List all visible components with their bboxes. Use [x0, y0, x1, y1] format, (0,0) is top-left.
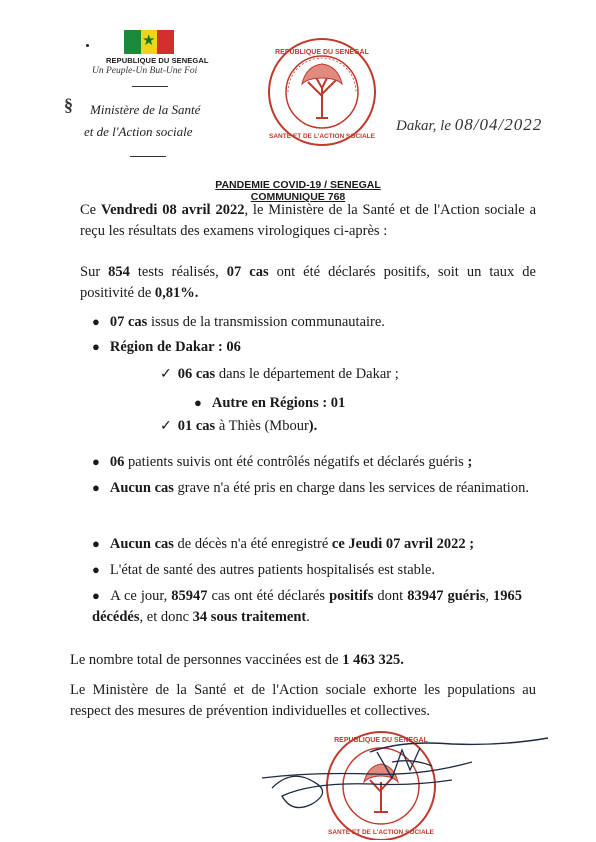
bullet-icon: ● [92, 339, 100, 354]
bullet-severe: ● Aucun cas grave n'a été pris en charge dans les services de réanimation. [92, 480, 529, 496]
national-motto: Un Peuple-Un But-Une Foi [92, 66, 198, 76]
bullet-stable: ● L'état de santé des autres patients hospitalisés est stable. [92, 562, 436, 578]
flag-stripe-green [124, 30, 141, 54]
ministry-name-line2: et de l'Action sociale [84, 124, 193, 139]
bullet-community: ● 07 cas issus de la transmission communautaire. [92, 314, 385, 330]
signature-icon [252, 722, 552, 822]
bullet-deaths: ● Aucun cas de décès n'a été enregistré ce Jeudi 07 avril 2022 ; [92, 536, 475, 552]
svg-text:REPUBLIQUE DU SENEGAL: REPUBLIQUE DU SENEGAL [334, 737, 428, 744]
svg-text:SANTE ET DE L'ACTION SOCIALE: SANTE ET DE L'ACTION SOCIALE [328, 829, 434, 836]
check-thies: ✓ 01 cas à Thiès (Mbour). [160, 418, 318, 434]
check-dakar-dept: ✓ 06 cas dans le département de Dakar ; [160, 366, 399, 382]
vaccinated-total: 1 463 325. [342, 652, 404, 668]
svg-text:SANTE ET DE L'ACTION SOCIALE: SANTE ET DE L'ACTION SOCIALE [269, 133, 375, 140]
bullet-dakar-region: ● Région de Dakar : 06 [92, 339, 241, 355]
senegal-flag [124, 30, 174, 54]
total-recovered: 83947 guéris [407, 588, 486, 604]
report-day: Vendredi 08 avril 2022 [100, 202, 245, 218]
intro-paragraph: Ce Vendredi 08 avril 2022, le Ministère de la Santé et de l'Action sociale a reçu les résultats des examens virologiques ci-après : [80, 202, 536, 239]
stray-dot [86, 44, 89, 47]
dateline-prefix: Dakar, le [396, 118, 451, 134]
checkmark-icon: ✓ [160, 367, 172, 382]
bullet-icon: ● [92, 480, 100, 495]
checkmark-icon: ✓ [160, 419, 172, 434]
bullet-icon: ● [92, 588, 101, 603]
divider-top [132, 86, 168, 87]
positivity-rate: 0,81%. [154, 285, 199, 301]
svg-text:REPUBLIQUE DU SENEGAL: REPUBLIQUE DU SENEGAL [275, 49, 369, 56]
ministry-name-line1: Ministère de la Santé [90, 102, 201, 117]
tests-count: 854 [108, 264, 130, 280]
bullet-icon: ● [92, 536, 100, 551]
communique-number: COMMUNIQUE 768 [250, 191, 346, 203]
bullet-icon: ● [92, 314, 100, 329]
bullet-icon: ● [194, 395, 202, 410]
dateline [396, 115, 542, 135]
bullet-other-regions: ● Autre en Régions : 01 [194, 395, 346, 411]
flag-star-icon: ★ [142, 33, 156, 49]
ministry-emblem-icon: § [64, 95, 73, 115]
total-cases: 85947 [171, 588, 208, 604]
document-title: PANDEMIE COVID-19 / SENEGAL [215, 179, 381, 191]
ministry-seal-icon [266, 36, 378, 148]
dateline-date: 08/04/2022 [454, 115, 543, 134]
tests-paragraph: Sur 854 tests réalisés, 07 cas ont été déclarés positifs, soit un taux de positivité de 0,81%. [80, 264, 536, 301]
positive-cases: 07 cas [226, 264, 269, 280]
bullet-icon: ● [92, 454, 100, 469]
divider-bottom [130, 156, 166, 157]
bullet-recovered: ● 06 patients suivis ont été contrôlés négatifs et déclarés guéris ; [92, 454, 473, 470]
bullet-cumulative: ● A ce jour, 85947 cas ont été déclarés positifs dont 83947 guéris, 1965 décédés, et donc 34 sous traitement. [92, 588, 523, 625]
closing-paragraph: Le Ministère de la Santé et de l'Action sociale exhorte les populations au respect des mesures de prévention individuelles et collectives. [70, 682, 536, 719]
vaccinated-line: Le nombre total de personnes vaccinées est de 1 463 325. [70, 652, 404, 668]
bullet-icon: ● [92, 562, 100, 577]
under-treatment: 34 sous traitement [192, 609, 307, 625]
total-deceased: 1965 décédés [92, 588, 523, 625]
republic-label: REPUBLIQUE DU SENEGAL [106, 56, 209, 65]
flag-stripe-red [157, 30, 174, 54]
